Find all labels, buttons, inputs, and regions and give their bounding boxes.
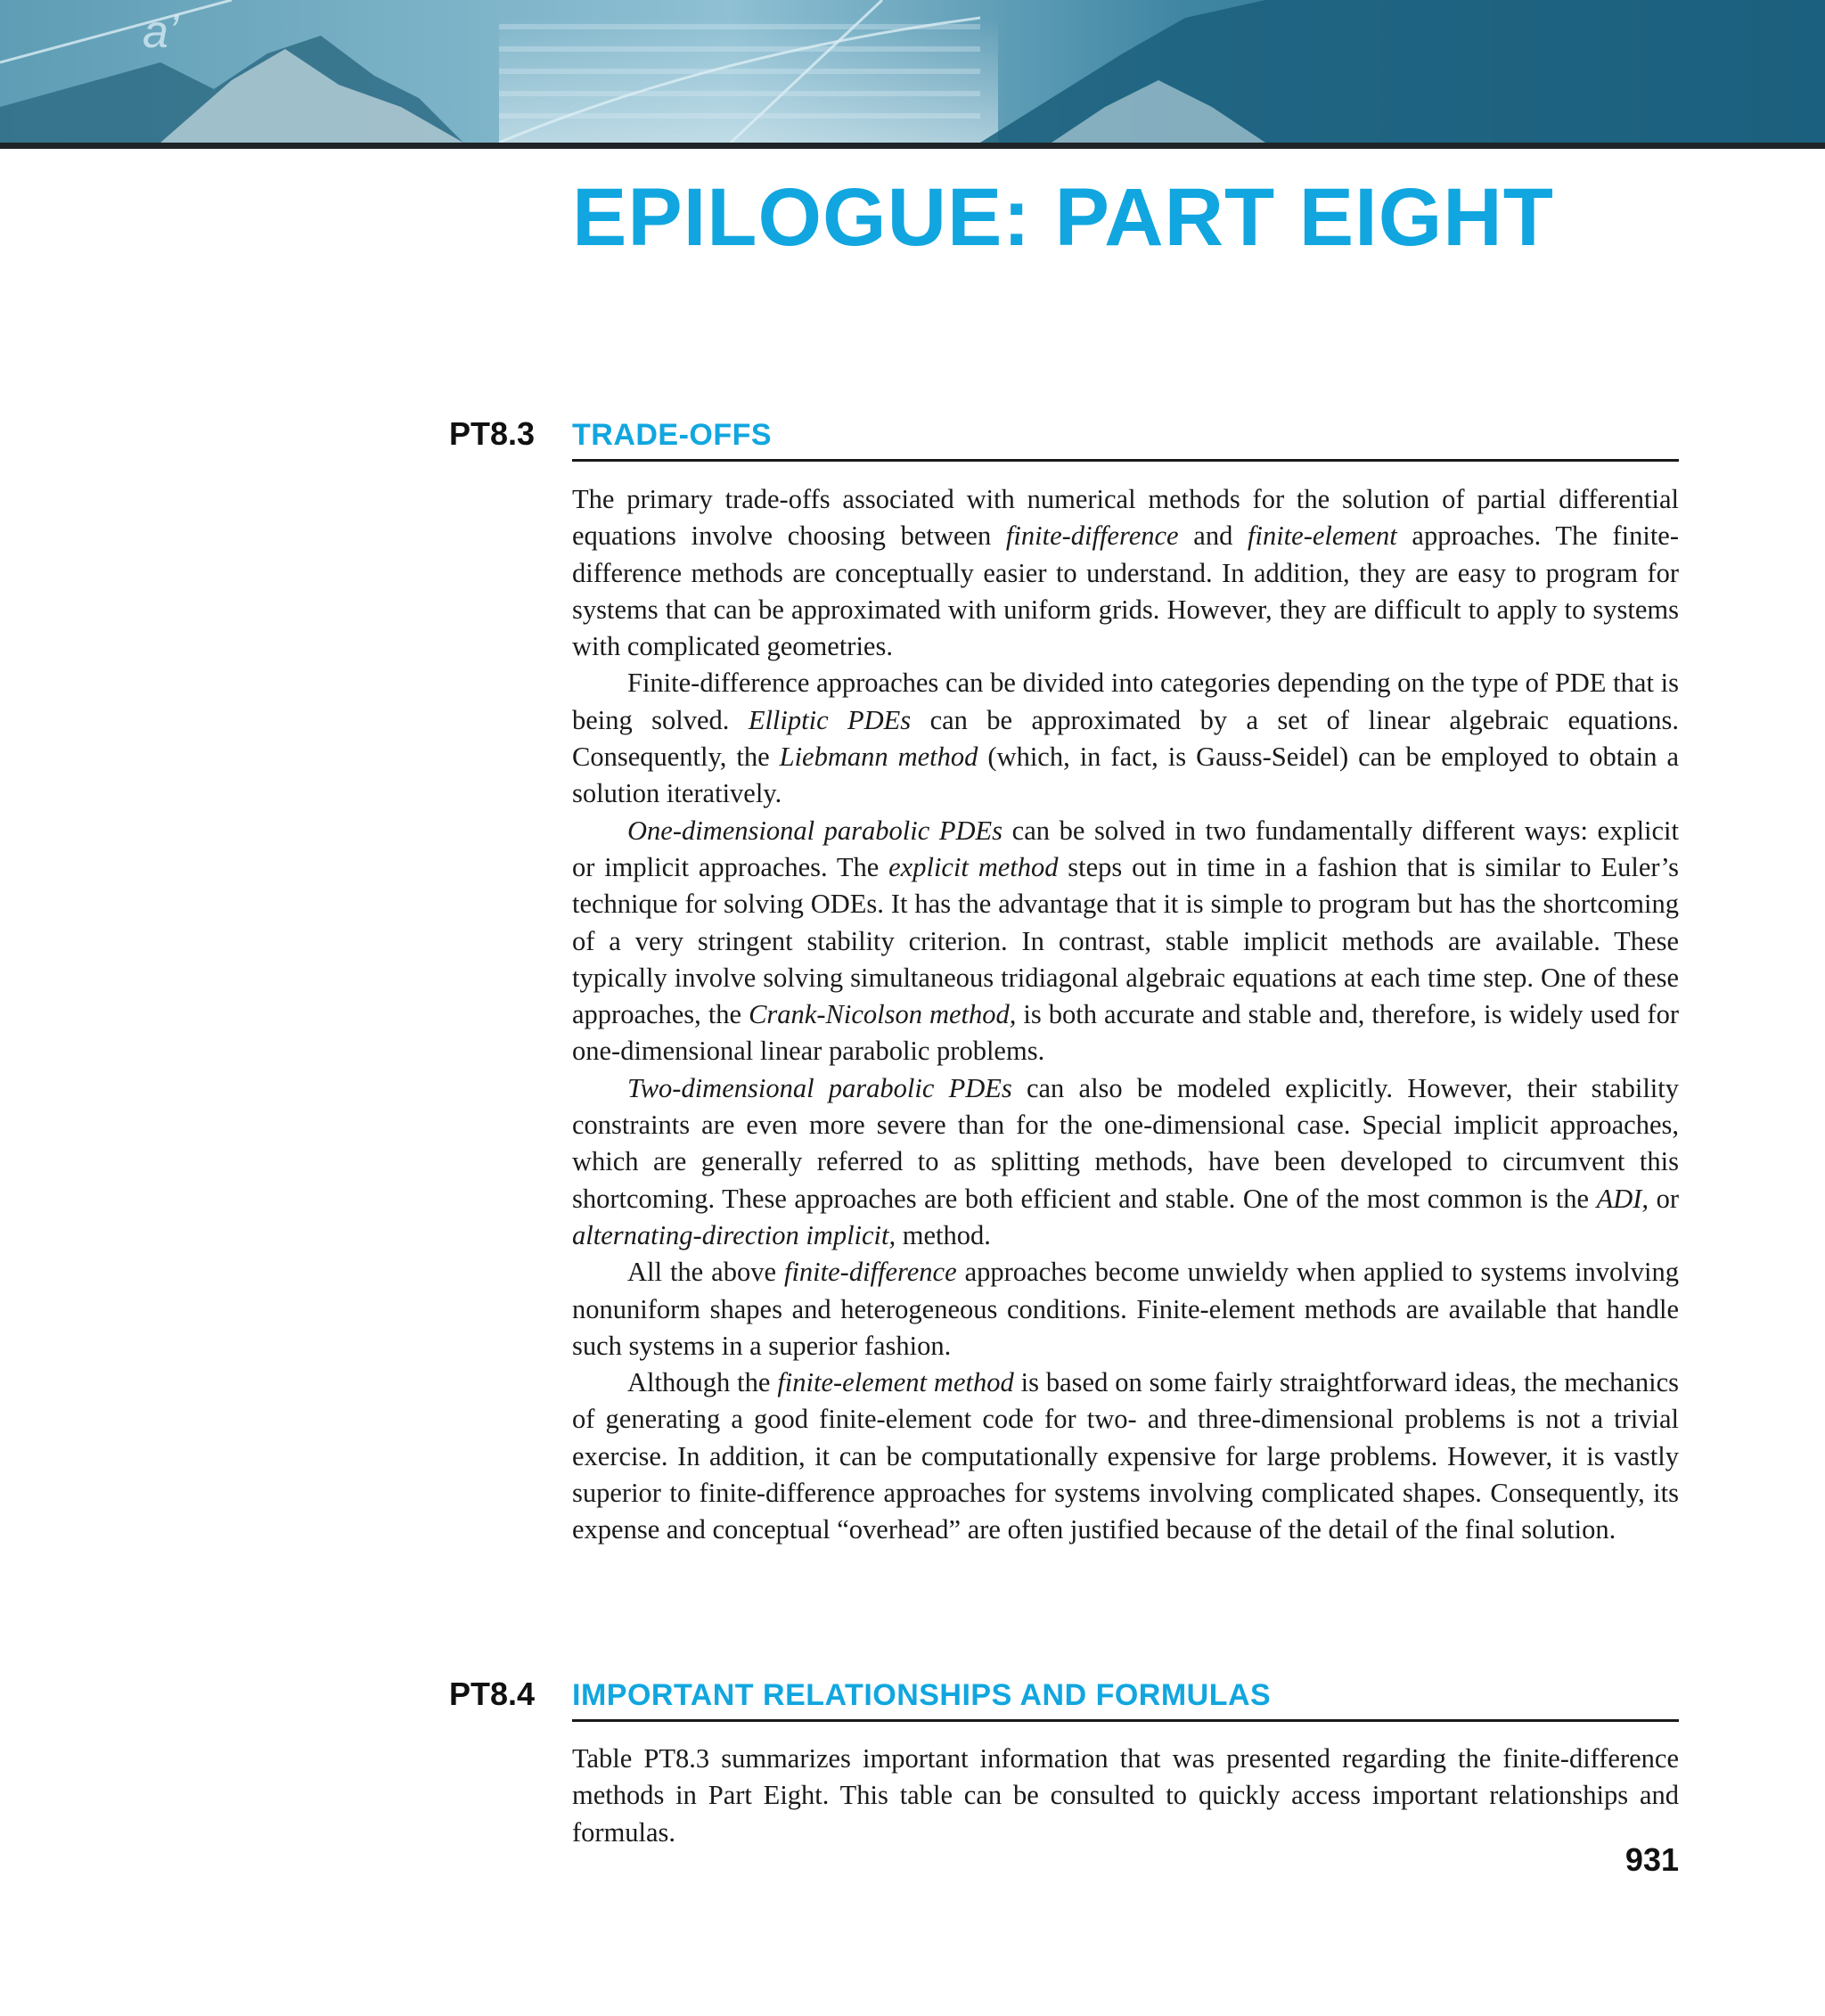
section-body-pt8-4 <box>572 1741 1679 1851</box>
text-run: All the above <box>627 1257 784 1288</box>
text-run: Although the <box>627 1367 778 1398</box>
text-run: and <box>1178 520 1248 552</box>
text-run: Finite-difference approaches can be divided into categories depending on the type of PDE that is being solved. <box>572 668 1679 735</box>
section-title: IMPORTANT RELATIONSHIPS AND FORMULAS <box>572 1678 1272 1712</box>
section-rule <box>572 1719 1679 1722</box>
text-run: method. <box>896 1219 991 1250</box>
text-run: The primary trade-offs associated with numerical methods for the solution of partial differential equations involve choosing between <box>572 484 1679 552</box>
text-run: can be solved in two fundamentally different ways: explicit or implicit approaches. The <box>572 815 1679 882</box>
italic-term: Liebmann method <box>779 742 978 773</box>
section-number: PT8.4 <box>448 1676 535 1712</box>
text-run: approaches become unwieldy when applied to systems involving nonuniform shapes and heterogeneous conditions. Finite-element methods are available that handle such systems in a superior fashion. <box>572 1257 1679 1361</box>
paragraph <box>572 1364 1679 1548</box>
italic-term: Elliptic PDEs <box>748 704 912 735</box>
paragraph <box>572 1070 1679 1254</box>
text-run: approaches. The finite-difference methods are conceptually easier to understand. In addition, they are easy to program for systems that can be approximated with uniform grids. However, they are difficult to apply to systems with complicated geometries. <box>572 520 1679 662</box>
paragraph <box>572 813 1679 1070</box>
italic-term: finite-element <box>1248 520 1397 552</box>
italic-term: One-dimensional parabolic PDEs <box>627 815 1003 846</box>
section-heading-pt8-3 <box>0 408 1679 462</box>
section-rule <box>572 459 1679 462</box>
text-run: can also be modeled explicitly. However, their stability constraints are even more severe than for the one-dimensional case. Special implicit approaches, which are generally referred to as splitting methods, have been developed to circumvent this shortcoming. These approaches are both efficient and stable. One of the most common is the <box>572 1072 1679 1214</box>
section-body-pt8-3 <box>572 481 1679 1549</box>
italic-term: alternating-direction implicit, <box>572 1219 896 1250</box>
header-banner <box>0 0 1825 143</box>
text-run: (which, in fact, is Gauss-Seidel) can be employed to obtain a solution iteratively. <box>572 742 1679 809</box>
paragraph <box>572 1254 1679 1364</box>
banner-rule <box>0 143 1825 149</box>
mountain-banner-image <box>0 0 1825 143</box>
page-number: 931 <box>1624 1841 1679 1878</box>
section-heading-pt8-4 <box>0 1668 1679 1722</box>
italic-term: finite-difference <box>783 1257 957 1288</box>
italic-term: ADI, <box>1596 1183 1649 1214</box>
paragraph <box>572 481 1679 665</box>
text-run: can be approximated by a set of linear algebraic equations. Consequently, the <box>572 704 1679 773</box>
paragraph <box>572 665 1679 812</box>
italic-term: Two-dimensional parabolic PDEs <box>627 1072 1012 1103</box>
section-title: TRADE-OFFS <box>572 418 773 452</box>
italic-term: finite-difference <box>1005 520 1179 552</box>
text-run: or <box>1649 1183 1679 1214</box>
italic-term: finite-element method <box>777 1367 1014 1398</box>
page-title: EPILOGUE: PART EIGHT <box>572 172 1554 263</box>
text-run: is both accurate and stable and, therefore, is widely used for one-dimensional linear parabolic problems. <box>572 999 1679 1067</box>
paragraph <box>572 1741 1679 1851</box>
text-run: steps out in time in a fashion that is similar to Euler’s technique for solving ODEs. It has the advantage that it is simple to program but has the shortcoming of a very stringent stability criterion. In contrast, stable implicit methods are available. These typically involve solving simultaneous tridiagonal algebraic equations at each time step. One of these approaches, the <box>572 851 1679 1030</box>
italic-term: explicit method <box>888 851 1059 882</box>
text-run: Table PT8.3 summarizes important information that was presented regarding the finite-difference methods in Part Eight. This table can be consulted to quickly access important relationships and formulas. <box>572 1743 1679 1848</box>
section-number: PT8.3 <box>448 415 535 452</box>
banner-letter-a-prime: a’ <box>143 6 179 58</box>
italic-term: Crank-Nicolson method, <box>749 999 1017 1030</box>
text-run: is based on some fairly straightforward ideas, the mechanics of generating a good finite-element code for two- and three-dimensional problems is not a trivial exercise. In addition, it can be computationally expensive for large problems. However, it is vastly superior to finite-difference approaches for systems involving complicated shapes. Consequently, its expense and conceptual “overhead” are often justified because of the detail of the final solution. <box>572 1367 1679 1545</box>
